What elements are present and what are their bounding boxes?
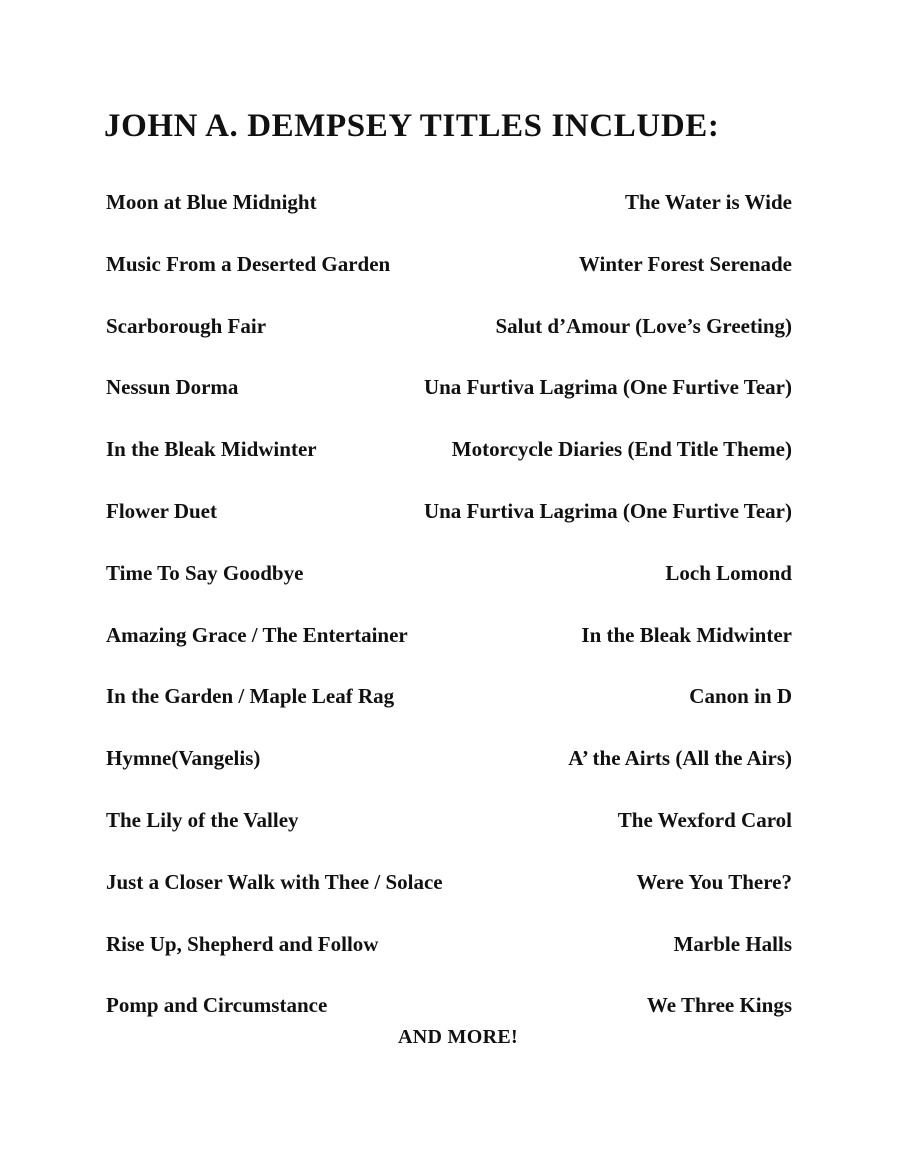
title-right: The Wexford Carol (617, 807, 792, 832)
title-right: Una Furtiva Lagrima (One Furtive Tear) (423, 375, 792, 400)
title-left: The Lily of the Valley (106, 807, 299, 832)
title-row (106, 314, 792, 376)
title-right: Motorcycle Diaries (End Title Theme) (451, 437, 792, 462)
and-more-footer: AND MORE! (398, 1026, 518, 1048)
title-left: Pomp and Circumstance (106, 993, 328, 1018)
title-right: The Water is Wide (624, 190, 792, 214)
title-row (106, 746, 792, 808)
title-row (106, 190, 792, 252)
title-row (106, 437, 792, 499)
title-row (106, 623, 792, 685)
title-row (106, 808, 792, 870)
title-left: Nessun Dorma (106, 375, 239, 400)
title-left: In the Garden / Maple Leaf Rag (106, 684, 395, 709)
title-left: Just a Closer Walk with Thee / Solace (106, 869, 443, 894)
title-left: Music From a Deserted Garden (106, 251, 391, 276)
title-list (106, 190, 792, 1055)
title-row (106, 499, 792, 561)
title-row (106, 870, 792, 932)
title-left: Rise Up, Shepherd and Follow (106, 931, 379, 956)
title-left: Flower Duet (106, 498, 217, 523)
title-left: Time To Say Goodbye (106, 560, 304, 585)
title-left: Hymne(Vangelis) (106, 746, 261, 771)
title-right: Were You There? (636, 869, 792, 894)
title-left: In the Bleak Midwinter (106, 437, 317, 462)
title-right: Marble Halls (673, 931, 792, 956)
title-right: Winter Forest Serenade (578, 251, 792, 276)
title-right: Canon in D (689, 684, 792, 709)
title-row (106, 932, 792, 994)
title-left: Scarborough Fair (106, 313, 267, 338)
title-left: Amazing Grace / The Entertainer (106, 622, 408, 647)
title-row (106, 561, 792, 623)
title-right: A’ the Airts (All the Airs) (568, 746, 792, 771)
title-row (106, 252, 792, 314)
title-left: Moon at Blue Midnight (106, 190, 317, 214)
title-row (106, 684, 792, 746)
title-row (106, 375, 792, 437)
title-right: Loch Lomond (665, 560, 792, 585)
title-right: In the Bleak Midwinter (581, 622, 792, 647)
title-right: Una Furtiva Lagrima (One Furtive Tear) (423, 498, 792, 523)
page-title: JOHN A. DEMPSEY TITLES INCLUDE: (104, 108, 720, 144)
title-right: We Three Kings (646, 993, 792, 1018)
title-right: Salut d’Amour (Love’s Greeting) (495, 313, 792, 338)
